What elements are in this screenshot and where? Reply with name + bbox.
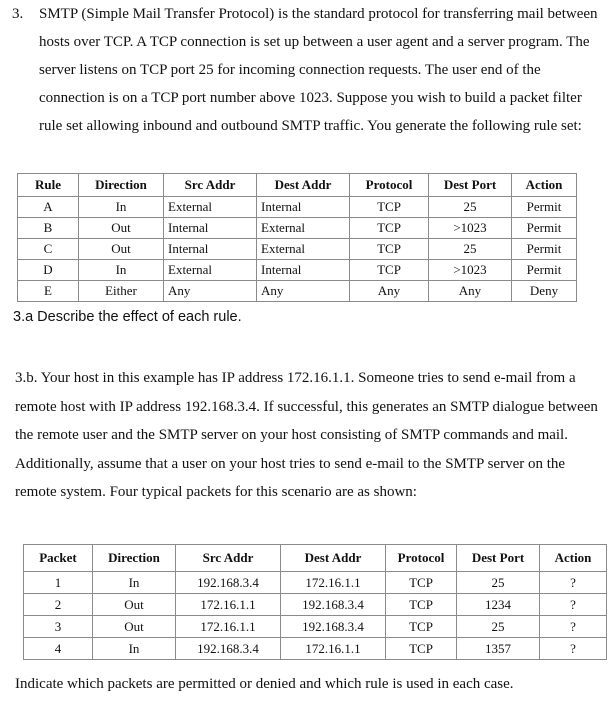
cell-dest-port: >1023 <box>429 218 512 239</box>
header-action: Action <box>540 545 607 572</box>
cell-protocol: TCP <box>350 260 429 281</box>
cell-dest-addr: Internal <box>257 260 350 281</box>
cell-protocol: TCP <box>350 218 429 239</box>
cell-action: ? <box>540 594 607 616</box>
cell-action: ? <box>540 616 607 638</box>
cell-direction: Out <box>93 594 176 616</box>
table-row <box>18 197 577 218</box>
cell-src-addr: External <box>164 260 257 281</box>
header-protocol: Protocol <box>350 174 429 197</box>
cell-action: Permit <box>512 218 577 239</box>
cell-dest-addr: External <box>257 239 350 260</box>
cell-dest-port: 25 <box>457 572 540 594</box>
cell-action: Deny <box>512 281 577 302</box>
header-rule: Rule <box>18 174 79 197</box>
table-row <box>18 218 577 239</box>
cell-packet: 2 <box>24 594 93 616</box>
cell-direction: In <box>79 260 164 281</box>
header-packet: Packet <box>24 545 93 572</box>
rule-set-table <box>17 173 577 302</box>
cell-src-addr: Internal <box>164 218 257 239</box>
cell-direction: Out <box>79 239 164 260</box>
table-row <box>18 239 577 260</box>
question-paragraph: SMTP (Simple Mail Transfer Protocol) is the standard protocol for transferring mail between hosts over TCP. A TCP connection is set up between a user agent and a server program. The server listens on TCP port 25 for incoming connection requests. The user end of the connection is on a TCP port number above 1023. Suppose you wish to build a packet filter rule set allowing inbound and outbound SMTP traffic. You generate the following rule set: <box>39 6 598 134</box>
cell-dest-port: 1234 <box>457 594 540 616</box>
cell-direction: In <box>79 197 164 218</box>
cell-rule: D <box>18 260 79 281</box>
cell-src-addr: 192.168.3.4 <box>176 638 281 660</box>
header-dest-port: Dest Port <box>457 545 540 572</box>
header-protocol: Protocol <box>386 545 457 572</box>
header-src-addr: Src Addr <box>164 174 257 197</box>
cell-dest-addr: Any <box>257 281 350 302</box>
cell-dest-port: 25 <box>457 616 540 638</box>
header-direction: Direction <box>93 545 176 572</box>
cell-dest-port: 25 <box>429 239 512 260</box>
cell-dest-addr: 172.16.1.1 <box>281 572 386 594</box>
cell-dest-port: 25 <box>429 197 512 218</box>
table-row <box>24 616 607 638</box>
header-dest-addr: Dest Addr <box>257 174 350 197</box>
cell-dest-addr: Internal <box>257 197 350 218</box>
cell-src-addr: External <box>164 197 257 218</box>
cell-rule: A <box>18 197 79 218</box>
cell-action: ? <box>540 638 607 660</box>
cell-src-addr: Any <box>164 281 257 302</box>
cell-src-addr: 172.16.1.1 <box>176 616 281 638</box>
cell-dest-port: 1357 <box>457 638 540 660</box>
packet-table <box>23 544 607 660</box>
cell-src-addr: Internal <box>164 239 257 260</box>
packet-table-header-row <box>24 545 607 572</box>
question-number: 3. <box>12 6 24 22</box>
cell-direction: Either <box>79 281 164 302</box>
cell-protocol: Any <box>350 281 429 302</box>
cell-direction: Out <box>79 218 164 239</box>
cell-protocol: TCP <box>386 594 457 616</box>
cell-action: Permit <box>512 260 577 281</box>
table-row <box>24 572 607 594</box>
header-direction: Direction <box>79 174 164 197</box>
cell-protocol: TCP <box>386 638 457 660</box>
rule-table-header-row <box>18 174 577 197</box>
part-b-paragraph: 3.b. Your host in this example has IP address 172.16.1.1. Someone tries to send e-mail from a remote host with IP address 192.168.3.4. If successful, this generates an SMTP dialogue between the remote user and the SMTP server on your host consisting of SMTP commands and mail. Additionally, assume that a user on your host tries to send e-mail to the SMTP server on the remote system. Four typical packets for this scenario are as shown: <box>15 370 598 500</box>
cell-dest-addr: 192.168.3.4 <box>281 594 386 616</box>
cell-action: ? <box>540 572 607 594</box>
cell-packet: 4 <box>24 638 93 660</box>
part-a-prompt: 3.a Describe the effect of each rule. <box>13 309 242 325</box>
cell-dest-addr: 172.16.1.1 <box>281 638 386 660</box>
cell-rule: E <box>18 281 79 302</box>
cell-dest-port: Any <box>429 281 512 302</box>
table-row <box>18 260 577 281</box>
cell-direction: In <box>93 638 176 660</box>
cell-protocol: TCP <box>386 616 457 638</box>
table-row <box>24 638 607 660</box>
header-action: Action <box>512 174 577 197</box>
cell-dest-addr: 192.168.3.4 <box>281 616 386 638</box>
cell-protocol: TCP <box>350 197 429 218</box>
cell-direction: Out <box>93 616 176 638</box>
final-instruction: Indicate which packets are permitted or denied and which rule is used in each case. <box>15 676 514 692</box>
cell-protocol: TCP <box>350 239 429 260</box>
cell-protocol: TCP <box>386 572 457 594</box>
cell-dest-addr: External <box>257 218 350 239</box>
cell-direction: In <box>93 572 176 594</box>
header-dest-port: Dest Port <box>429 174 512 197</box>
table-row <box>18 281 577 302</box>
table-row <box>24 594 607 616</box>
cell-src-addr: 172.16.1.1 <box>176 594 281 616</box>
cell-dest-port: >1023 <box>429 260 512 281</box>
cell-packet: 3 <box>24 616 93 638</box>
cell-src-addr: 192.168.3.4 <box>176 572 281 594</box>
cell-action: Permit <box>512 239 577 260</box>
header-dest-addr: Dest Addr <box>281 545 386 572</box>
cell-packet: 1 <box>24 572 93 594</box>
cell-rule: C <box>18 239 79 260</box>
cell-action: Permit <box>512 197 577 218</box>
header-src-addr: Src Addr <box>176 545 281 572</box>
cell-rule: B <box>18 218 79 239</box>
